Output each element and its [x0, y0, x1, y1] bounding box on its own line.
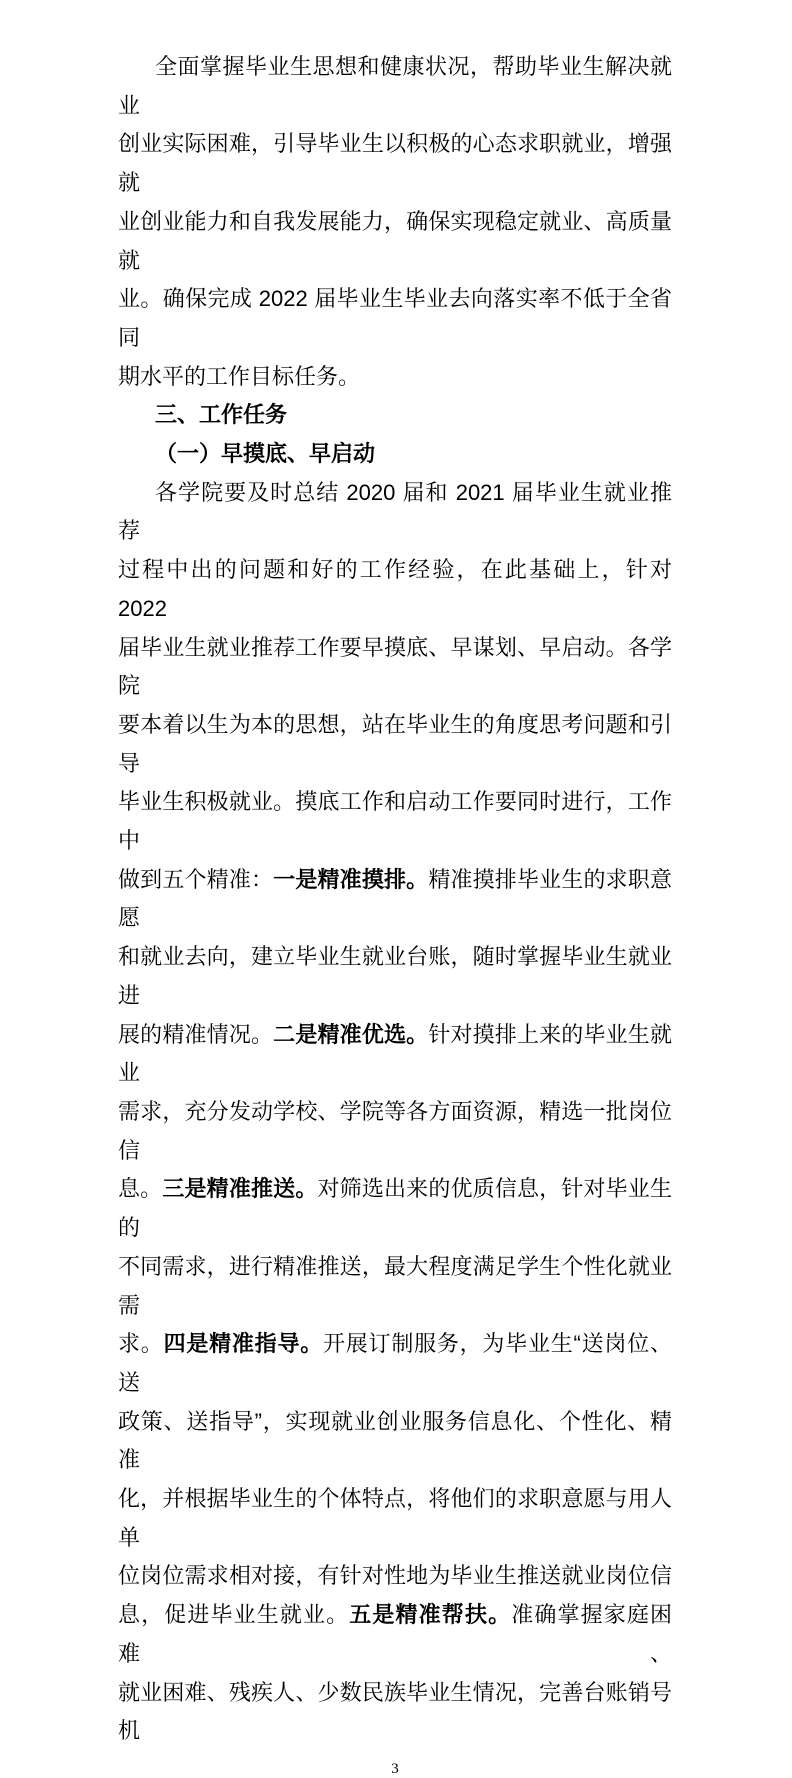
emphasis-run: 一是精准摸排。 [273, 866, 429, 892]
text-run: 精准摸排毕业生的求职意愿 [118, 866, 672, 931]
page-number: 3 [391, 1760, 399, 1777]
text-run: 对筛选出来的优质信息，针对毕业生的 [118, 1176, 672, 1241]
text-run: 准确掌握家庭困难、 [118, 1602, 672, 1666]
section-heading: 三、工作任务 [155, 402, 288, 428]
paragraph-line: 位岗位需求相对接，有针对性地为毕业生推送就业岗位信 [118, 1563, 672, 1589]
paragraph-line [118, 861, 672, 938]
paragraph-line: 各学院要及时总结 2020 届和 2021 届毕业生就业推荐 [118, 479, 672, 544]
paragraph-line [118, 1170, 672, 1247]
emphasis-run: 四是精准指导。 [163, 1331, 323, 1357]
paragraph-line: 届毕业生就业推荐工作要早摸底、早谋划、早启动。各学院 [118, 634, 672, 699]
emphasis-run: 二是精准优选。 [273, 1021, 429, 1047]
paragraph-line: 业创业能力和自我发展能力，确保实现稳定就业、高质量就 [118, 208, 672, 273]
emphasis-run: 五是精准帮扶。 [349, 1602, 512, 1628]
text-run: 开展订制服务，为毕业生“送岗位、送 [118, 1331, 672, 1395]
paragraph-line: 过程中出的问题和好的工作经验，在此基础上，针对 2022 [118, 557, 672, 621]
paragraph-line: 不同需求，进行精准推送，最大程度满足学生个性化就业需 [118, 1253, 672, 1318]
text-run: 息。 [118, 1176, 163, 1202]
paragraph-line: 业。确保完成 2022 届毕业生毕业去向落实率不低于全省同 [118, 286, 672, 350]
text-run: 展的精准情况。 [118, 1021, 274, 1047]
paragraph-line: 全面掌握毕业生思想和健康状况，帮助毕业生解决就业 [118, 54, 672, 118]
subsection-heading: （一）早摸底、早启动 [155, 441, 376, 467]
text-run: 息，促进毕业生就业。 [118, 1602, 350, 1628]
paragraph-line: 政策、送指导”，实现就业创业服务信息化、个性化、精准 [118, 1408, 672, 1473]
paragraph-line [118, 1596, 672, 1673]
paragraph-line: 和就业去向，建立毕业生就业台账，随时掌握毕业生就业进 [118, 944, 672, 1008]
paragraph-line [118, 1325, 672, 1402]
text-run: 求。 [118, 1331, 164, 1357]
paragraph-line: 需求，充分发动学校、学院等各方面资源，精选一批岗位信 [118, 1098, 672, 1163]
paragraph-line: 要本着以生为本的思想，站在毕业生的角度思考问题和引导 [118, 711, 672, 776]
paragraph-line: 期水平的工作目标任务。 [118, 363, 361, 389]
emphasis-run: 三是精准推送。 [162, 1176, 318, 1202]
text-run: 做到五个精准： [118, 866, 274, 892]
paragraph-line: 就业困难、残疾人、少数民族毕业生情况，完善台账销号机 [118, 1679, 672, 1744]
paragraph-line [118, 1016, 672, 1093]
paragraph-line: 毕业生积极就业。摸底工作和启动工作要同时进行，工作中 [118, 789, 672, 854]
text-run: 针对摸排上来的毕业生就业 [118, 1021, 672, 1086]
paragraph-line: 化，并根据毕业生的个体特点，将他们的求职意愿与用人单 [118, 1486, 672, 1550]
paragraph-line: 创业实际困难，引导毕业生以积极的心态求职就业，增强就 [118, 131, 672, 196]
